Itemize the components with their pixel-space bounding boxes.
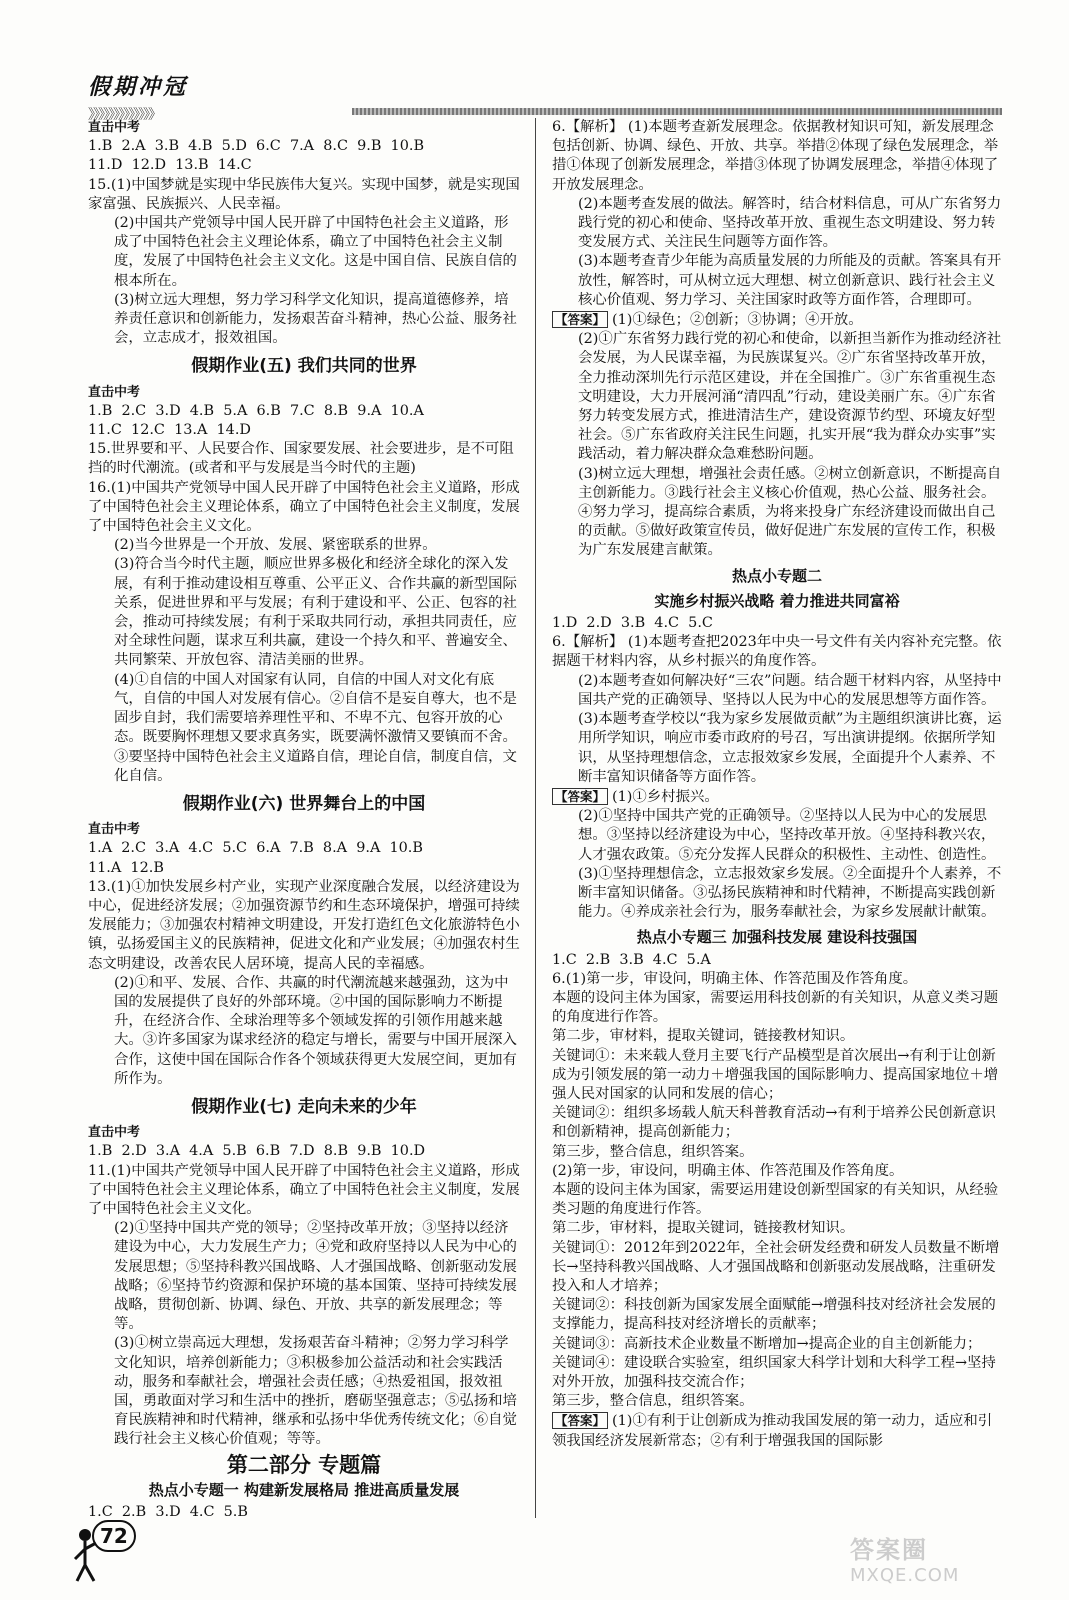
topic-heading: 热点小专题二: [731, 566, 822, 585]
answer-line: 11.C 12.C 13.A 14.D: [88, 422, 251, 439]
answer-tag: 【答案】: [552, 788, 608, 805]
answer-line: 本题的设问主体为国家，需要运用建设创新型国家的有关知识，从经验类习题的角度进行作答。: [552, 1181, 999, 1218]
answer-line: 第二步，审材料，提取关键词，链接教材知识。: [552, 1220, 855, 1237]
answer-paragraph: (2)①坚持中国共产党的领导；②坚持改革开放；③坚持以经济建设为中心，大力发展生产力；④党和政府坚持以人民为中心的发展思想；⑤坚持科教兴国战略、人才强国战略、创新驱动发展战略；⑥坚持节约资源和保护环境的基本国策、坚持可持续发展战略，贯彻创新、协调、绿色、开放、共享的新发展理念；等等。: [114, 1220, 517, 1333]
answer-line: 第三步，整合信息，组织答案。: [552, 1143, 754, 1160]
answer-text: (1)①绿色；②创新；③协调；④开放。: [612, 312, 863, 329]
section-heading: 假期作业(五) 我们共同的世界: [191, 356, 417, 377]
answer-line: 15.(1)中国梦就是实现中华民族伟大复兴。实现中国梦，就是实现国家富强、民族振兴、人民幸福。: [88, 176, 520, 212]
answer-block: [552, 310, 1002, 330]
answer-line: 关键词③：高新技术企业数量不断增加→提高企业的自主创新能力；: [552, 1335, 982, 1352]
answer-line: 关键词①：2012年到2022年，全社会研发经费和研发人员数量不断增长→坚持科教兴国战略、人才强国战略和创新驱动发展战略，注重研发投入和人才培养；: [552, 1239, 1000, 1294]
answer-text: (1)①乡村振兴。: [612, 788, 719, 805]
answer-line: 关键词④：建设联合实验室，组织国家大科学计划和大科学工程→坚持对外开放，加强科技交流合作；: [552, 1354, 996, 1390]
answer-line: 1.D 2.D 3.B 4.C 5.C: [552, 615, 713, 632]
answer-line: 6.【解析】 (1)本题考查新发展理念。依据教材知识可知，新发展理念包括创新、协调、绿色、开放、共享。举措②体现了绿色发展理念，举措①体现了创新发展理念，举措③体现了协调发展理念，举措④体现了开放发展理念。: [552, 119, 999, 193]
watermark: [850, 1530, 1030, 1590]
answer-line: 11.A 12.B: [88, 859, 164, 876]
answer-block: [552, 1411, 1002, 1450]
answer-line: 关键词①：未来载人登月主要飞行产品模型是首次展出→有利于让创新成为引领发展的第一动力＋增强我国的国际影响力、提高国家地位＋增强人民对国家的认同和发展的信心；: [552, 1047, 999, 1102]
answer-line: 第三步，整合信息，组织答案。: [552, 1393, 754, 1410]
answer-paragraph: (3)树立远大理想，努力学习科学文化知识，提高道德修养，培养责任意识和创新能力，发扬艰苦奋斗精神，热心公益、服务社会，立志成才，报效祖国。: [114, 291, 517, 347]
answer-paragraph: (4)①自信的中国人对国家有认同，自信的中国人对文化有底气，自信的中国人对发展有信心。②自信不是妄自尊大，也不是固步自封，我们需要培养理性平和、不卑不亢、包容开放的心态。既要胸怀理想又要求真务实，既要满怀激情又要镇而不舍。③要坚持中国特色社会主义道路自信，理论自信，制度自信，文化自信。: [114, 671, 517, 784]
answer-line: 15.世界要和平、人民要合作、国家要发展、社会要进步，是不可阻挡的时代潮流。(或者和平与发展是当今时代的主题): [88, 441, 514, 477]
answer-line: 11.D 12.D 13.B 14.C: [88, 157, 252, 174]
topic-heading: 热点小专题一 构建新发展格局 推进高质量发展: [148, 1480, 460, 1499]
brand-title: 假期冲冠: [88, 75, 189, 100]
topic-heading: 热点小专题三 加强科技发展 建设科技强国: [636, 928, 918, 947]
answer-text: (1)①有利于让创新成为推动我国发展的第一动力，适应和引领我国经济发展新常态；②有利于增强我国的国际影: [552, 1413, 993, 1449]
answer-line: 本题的设问主体为国家，需要运用科技创新的有关知识，从意义类习题的角度进行作答。: [552, 989, 999, 1026]
answer-line: 关键词②：组织多场载人航天科普教育活动→有利于培养公民创新意识和创新精神，提高创新能力；: [552, 1105, 996, 1141]
right-column: [552, 118, 1002, 1451]
section-heading: 假期作业(七) 走向未来的少年: [191, 1096, 417, 1117]
section-label: 直击中考: [88, 120, 141, 135]
section-heading: 假期作业(六) 世界舞台上的中国: [182, 793, 426, 814]
part-heading: 第二部分 专题篇: [226, 1452, 382, 1477]
answer-tag: 【答案】: [552, 311, 608, 328]
answer-line: 第二步，审材料，提取关键词，链接教材知识。: [552, 1028, 855, 1045]
answer-paragraph: (2)本题考查发展的做法。解答时，结合材料信息，可从广东省努力践行党的初心和使命、坚持改革开放、重视生态文明建设、努力转变发展方式、关注民生问题等方面作答。: [578, 195, 1002, 251]
answer-paragraph: (3)本题考查青少年能为高质量发展的力所能及的贡献。答案具有开放性，解答时，可从树立远大理想、树立创新意识、践行社会主义核心价值观、努力学习、关注国家时政等方面作答，合理即可。: [578, 253, 1002, 308]
answer-line: 1.C 2.B 3.D 4.C 5.B: [88, 1504, 248, 1521]
answer-line: (2)第一步，审设问，明确主体、作答范围及作答角度。: [552, 1162, 904, 1179]
answer-paragraph: (2)①坚持中国共产党的正确领导。②坚持以人民为中心的发展思想。③坚持以经济建设为中心，坚持改革开放。④坚持科教兴农，人才强农政策。⑤充分发挥人民群众的积极性、主动性、创造性。: [578, 808, 996, 863]
answer-line: 6.(1)第一步，审设问，明确主体、作答范围及作答角度。: [552, 970, 918, 987]
answer-paragraph: (2)本题考查如何解决好“三农”问题。结合题干材料内容，从坚持中国共产党的正确领导、坚持以人民为中心的发展思想等方面作答。: [578, 672, 1002, 708]
watermark-text: 答案圈: [850, 1536, 928, 1564]
answer-line: 13.(1)①加快发展乡村产业，实现产业深度融合发展，以经济建设为中心，促进经济发展；②加强资源节约和生态环境保护，增强可持续发展能力；③加强农村精神文明建设，开发打造红色文化旅游特色小镇，弘扬爱国主义的民族精神，促进文化和产业发展；④加强农村生态文明建设，改善农民人居环境，提高人民的幸福感。: [88, 878, 520, 972]
section-label: 直击中考: [88, 1125, 141, 1141]
answer-paragraph: (3)符合当今时代主题，顺应世界多极化和经济全球化的深入发展，有利于推动建设相互尊重、公平正义、合作共赢的新型国际关系，促进世界和平与发展；有利于建设和平、公正、包容的社会，推动可持续发展；有利于采取共同行动，承担共同责任，应对全球性问题，谋求互利共赢，建设一个持久和平、普遍安全、共同繁荣、开放包容、清洁美丽的世界。: [114, 556, 517, 669]
answer-paragraph: (2)中国共产党领导中国人民开辟了中国特色社会主义道路，形成了中国特色社会主义理论体系，确立了中国特色社会主义制度，发展了中国特色社会主义文化。这是中国自信、民族自信的根本所在。: [114, 215, 517, 289]
watermark-url: MXQE.COM: [850, 1565, 960, 1586]
answer-line: 1.B 2.D 3.A 4.A 5.B 6.B 7.D 8.B 9.B 10.D: [88, 1143, 426, 1160]
header-rule: [352, 108, 1002, 115]
answer-line: 1.C 2.B 3.B 4.C 5.A: [552, 951, 711, 968]
answer-paragraph: (3)本题考查学校以“我为家乡发展做贡献”为主题组织演讲比赛，运用所学知识，响应市委市政府的号召，写出演讲提纲。依据所学知识，从坚持理想信念，立志报效家乡发展，全面提升个人素养、不断丰富知识储备等方面作答。: [578, 711, 1002, 785]
page-header: [70, 70, 1010, 123]
answer-line: 关键词②：科技创新为国家发展全面赋能→增强科技对经济社会发展的支撑能力，提高科技对经济增长的贡献率；: [552, 1297, 996, 1333]
answer-paragraph: (2)①和平、发展、合作、共赢的时代潮流越来越强劲，这为中国的发展提供了良好的外部环境。②中国的国际影响力不断提升，在经济合作、全球治理等多个领域发挥的引领作用越来越大。③许多国家为谋求经济的稳定与增长，需要与中国开展深入合作，这使中国在国际合作各个领域获得更大发展空间，更加有所作为。: [114, 974, 517, 1087]
answer-paragraph: (2)当今世界是一个开放、发展、紧密联系的世界。: [114, 537, 437, 554]
left-column: [88, 118, 520, 1522]
section-label: 直击中考: [88, 822, 141, 838]
answer-block: [552, 787, 1002, 807]
topic-heading: 实施乡村振兴战略 着力推进共同富裕: [654, 591, 900, 610]
answer-paragraph: (2)①广东省努力践行党的初心和使命，以新担当新作为推动经济社会发展，为人民谋幸福，为民族谋复兴。②广东省坚持改革开放，全力推动深圳先行示范区建设，并在全国推广。③广东省重视生态文明建设，大力开展河涌“清四乱”行动，建设美丽广东。④广东省努力转变发展方式，推进清洁生产，建设资源节约型、环境友好型社会。⑤广东省政府关注民生问题，扎实开展“我为群众办实事”实践活动，着力解决群众急难愁盼问题。: [578, 331, 1002, 463]
page-number: 72: [92, 1520, 136, 1552]
answer-tag: 【答案】: [552, 1412, 608, 1429]
chevron-ornament-icon: 》》》》》》》》》》》》》: [88, 107, 160, 123]
answer-line: 1.A 2.C 3.A 4.C 5.C 6.A 7.B 8.A 9.A 10.B: [88, 840, 423, 857]
column-divider: [535, 118, 536, 1518]
answer-paragraph: (3)①坚持理想信念，立志报效家乡发展。②全面提升个人素养，不断丰富知识储备。③弘扬民族精神和时代精神，不断提高实践创新能力。④养成亲社会行为，服务奉献社会，为家乡发展献计献策。: [578, 865, 1002, 921]
answer-line: 11.(1)中国共产党领导中国人民开辟了中国特色社会主义道路，形成了中国特色社会主义理论体系，确立了中国特色社会主义制度，发展了中国特色社会主义文化。: [88, 1162, 520, 1217]
answer-line: 16.(1)中国共产党领导中国人民开辟了中国特色社会主义道路，形成了中国特色社会主义理论体系，确立了中国特色社会主义制度，发展了中国特色社会主义文化。: [88, 479, 520, 535]
answer-line: 1.B 2.C 3.D 4.B 5.A 6.B 7.C 8.B 9.A 10.A: [88, 402, 424, 419]
answer-line: 1.B 2.A 3.B 4.B 5.D 6.C 7.A 8.C 9.B 10.B: [88, 138, 425, 155]
answer-line: 6.【解析】 (1)本题考查把2023年中央一号文件有关内容补充完整。依据题干材料内容，从乡村振兴的角度作答。: [552, 634, 1002, 670]
answer-paragraph: (3)①树立崇高远大理想，发扬艰苦奋斗精神；②努力学习科学文化知识，培养创新能力；③积极参加公益活动和社会实践活动，服务和奉献社会，增强社会责任感；④热爱祖国，报效祖国，勇敢面对学习和生活中的挫折，磨砺坚强意志；⑤弘扬和培育民族精神和时代精神，继承和弘扬中华优秀传统文化；⑥自觉践行社会主义核心价值观；等等。: [114, 1335, 517, 1448]
section-label: 直击中考: [88, 384, 141, 400]
answer-paragraph: (3)树立远大理想，增强社会责任感。②树立创新意识，不断提高自主创新能力。③践行社会主义核心价值观，热心公益、服务社会。④努力学习，提高综合素质，为将来投身广东经济建设而做出自己的贡献。⑤做好政策宣传员，做好促进广东发展的宣传工作，积极为广东发展建言献策。: [578, 465, 1002, 559]
